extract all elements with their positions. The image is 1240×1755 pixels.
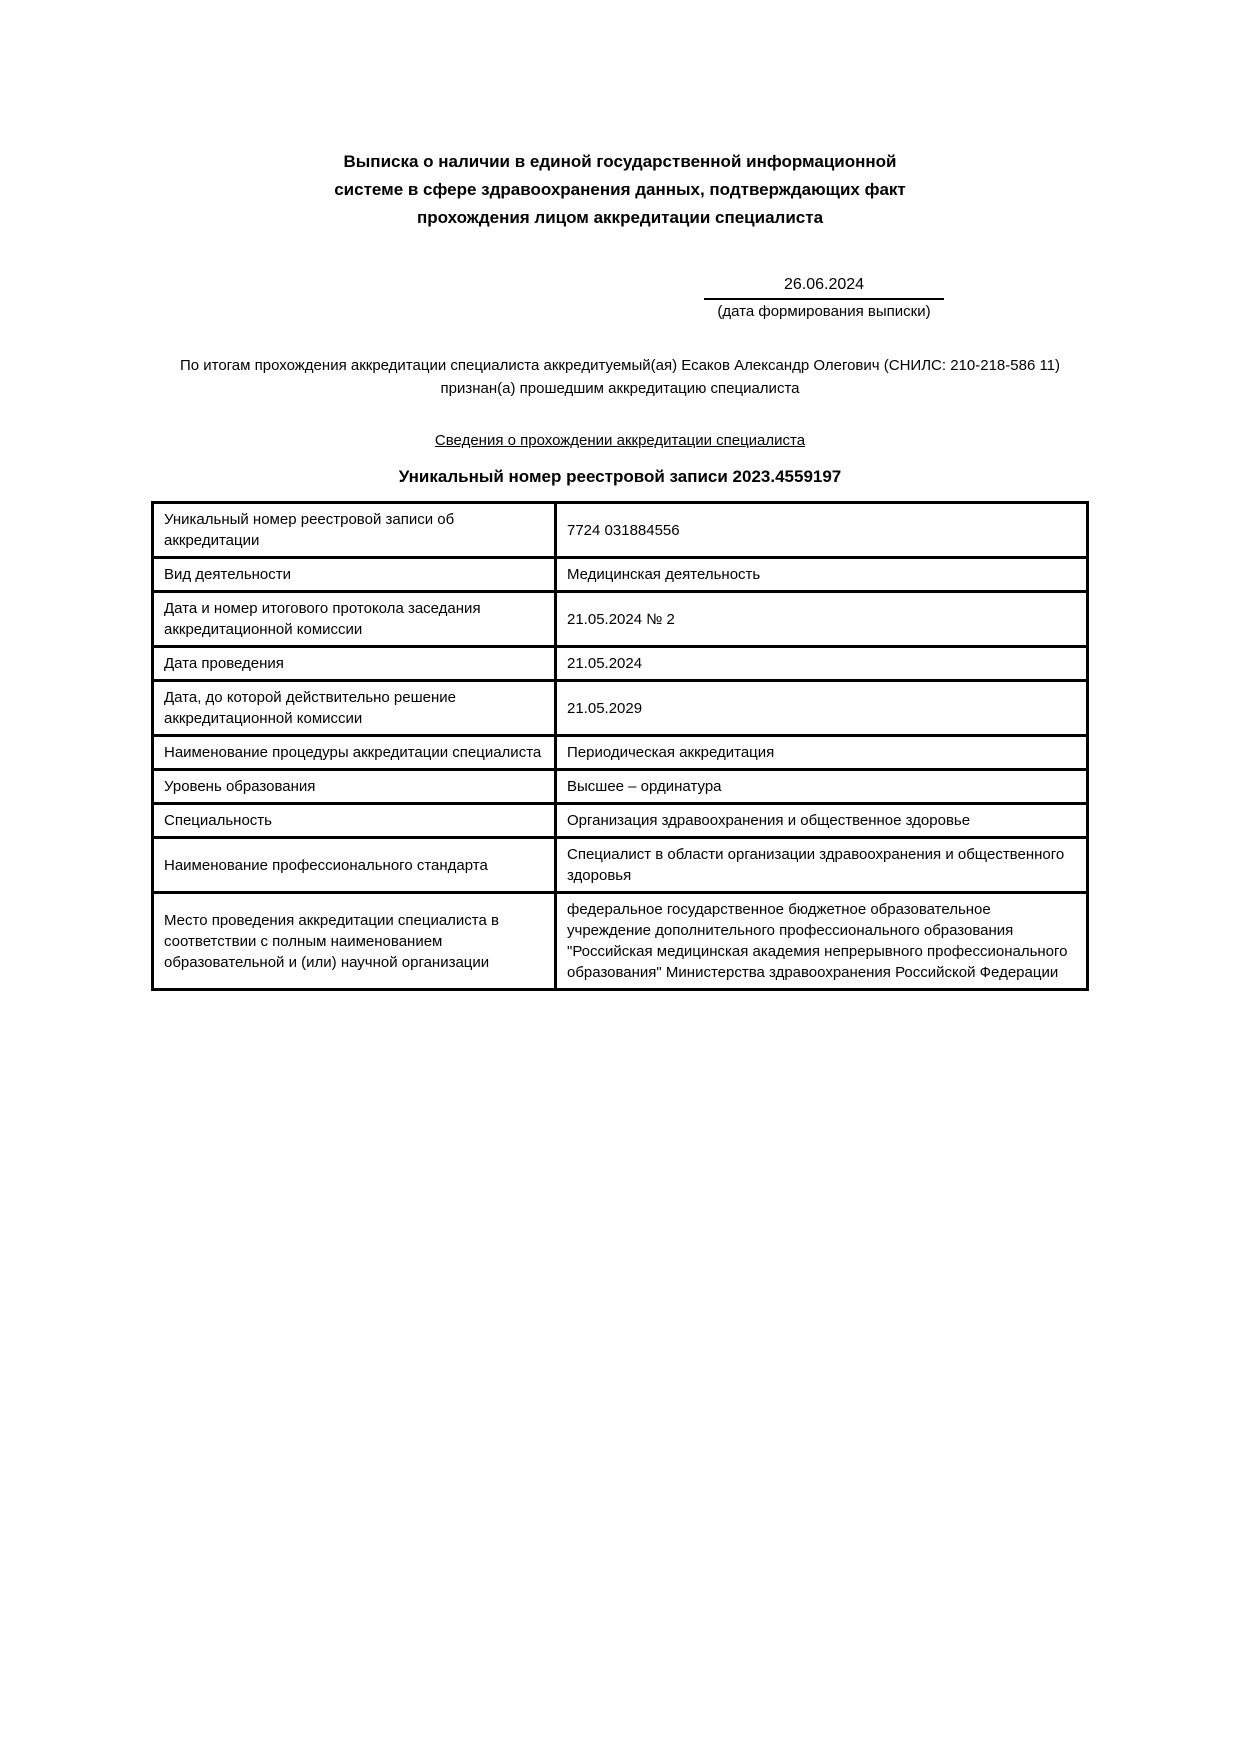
section-header: Сведения о прохождении аккредитации специалиста (434, 432, 806, 449)
intro-line-1: По итогам прохождения аккредитации специалиста аккредитуемый(ая) Есаков Александр Олегович (СНИЛС: 210-218-586 11) (179, 357, 1061, 374)
table-row (153, 804, 1088, 838)
row-label: Уровень образования (153, 770, 556, 804)
table-row (153, 503, 1088, 558)
row-label: Дата проведения (153, 647, 556, 681)
table-row (153, 558, 1088, 592)
row-label: Уникальный номер реестровой записи об аккредитации (153, 503, 556, 558)
extract-date-caption: (дата формирования выписки) (717, 303, 931, 320)
row-label: Дата, до которой действительно решение аккредитационной комиссии (153, 681, 556, 736)
row-value: 21.05.2024 № 2 (556, 592, 1088, 647)
intro-paragraph (140, 354, 1100, 400)
table-row (153, 647, 1088, 681)
intro-line-2: признан(а) прошедшим аккредитацию специалиста (440, 380, 800, 397)
row-value: Организация здравоохранения и общественное здоровье (556, 804, 1088, 838)
table-row (153, 893, 1088, 990)
document-title-line-3: прохождения лицом аккредитации специалиста (416, 208, 824, 227)
row-value: Периодическая аккредитация (556, 736, 1088, 770)
row-value: Специалист в области организации здравоохранения и общественного здоровья (556, 838, 1088, 893)
table-row (153, 681, 1088, 736)
row-value: Высшее – ординатура (556, 770, 1088, 804)
row-label: Наименование процедуры аккредитации специалиста (153, 736, 556, 770)
row-value: 21.05.2024 (556, 647, 1088, 681)
registry-number-heading: Уникальный номер реестровой записи 2023.4559197 (398, 467, 842, 486)
row-label: Специальность (153, 804, 556, 838)
document-title (240, 148, 1000, 232)
row-label: Место проведения аккредитации специалиста в соответствии с полным наименованием образовательной и (или) научной организации (153, 893, 556, 990)
row-value: федеральное государственное бюджетное образовательное учреждение дополнительного профессионального образования "Российская медицинская академия непрерывного профессионального образования" Министерства здравоохранения Российской Федерации (556, 893, 1088, 990)
table-row (153, 770, 1088, 804)
table-row (153, 736, 1088, 770)
row-value: Медицинская деятельность (556, 558, 1088, 592)
document-title-line-1: Выписка о наличии в единой государственной информационной (343, 152, 897, 171)
row-label: Дата и номер итогового протокола заседания аккредитационной комиссии (153, 592, 556, 647)
document-title-line-2: системе в сфере здравоохранения данных, подтверждающих факт (334, 180, 906, 199)
extract-date-block (704, 274, 944, 322)
table-row (153, 592, 1088, 647)
row-value: 7724 031884556 (556, 503, 1088, 558)
extract-date: 26.06.2024 (704, 274, 944, 300)
row-label: Наименование профессионального стандарта (153, 838, 556, 893)
table-row (153, 838, 1088, 893)
row-label: Вид деятельности (153, 558, 556, 592)
accreditation-table (151, 501, 1089, 991)
row-value: 21.05.2029 (556, 681, 1088, 736)
